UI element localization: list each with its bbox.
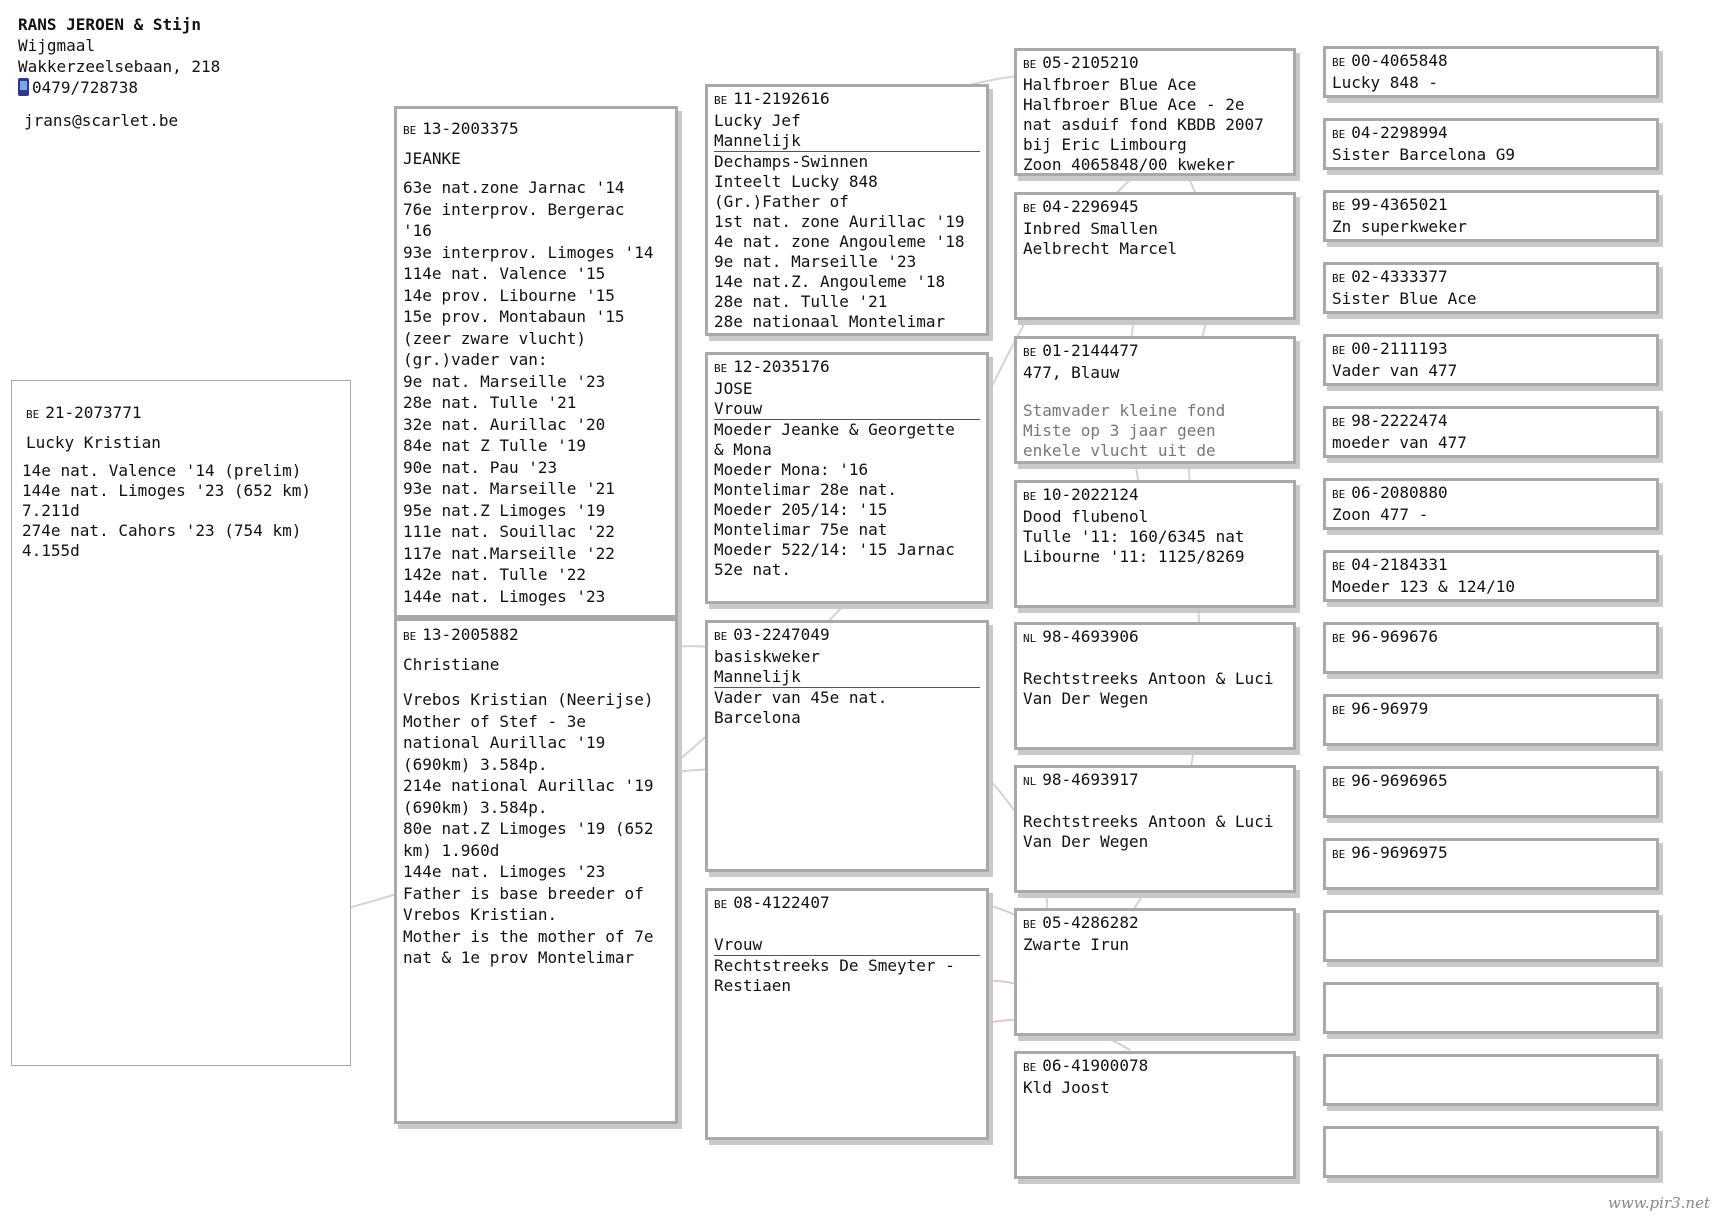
info-line: (690km) 3.584p.	[403, 754, 548, 774]
great-grandparent-card	[1014, 765, 1296, 893]
ancestor-note: Sister Barcelona G9	[1332, 145, 1516, 164]
country-code: BE	[1332, 632, 1346, 645]
country-code: BE	[1023, 918, 1037, 931]
performance-line: 84e nat Z Tulle '19	[403, 436, 587, 455]
ancestor-card	[1323, 46, 1659, 98]
owner-email[interactable]: jrans@scarlet.be	[24, 111, 179, 130]
ancestor-card	[1323, 766, 1659, 818]
owner-phone: 0479/728738	[32, 78, 138, 97]
ancestor-card	[1323, 190, 1659, 242]
ring-number: 98-2222474	[1351, 411, 1448, 430]
info-line: Libourne '11: 1125/8269	[1023, 547, 1245, 566]
info-line: Vader van 45e nat.	[714, 688, 888, 707]
info-line: Montelimar 28e nat.	[714, 480, 898, 499]
performance-line: 95e nat.Z Limoges '19	[403, 500, 606, 520]
info-line: Van Der Wegen	[1023, 689, 1149, 708]
ring-number: 96-9696965	[1351, 771, 1448, 790]
performance-line: 142e nat. Tulle '22	[403, 565, 587, 584]
country-code: BE	[1023, 346, 1037, 359]
performance-line: 15e prov. Montabaun '15	[403, 307, 625, 326]
info-line: Mother of Stef - 3e	[403, 711, 587, 731]
great-grandparent-card	[1014, 480, 1296, 608]
watermark: www.pir3.net	[1608, 1194, 1710, 1212]
subject-pigeon-card	[11, 380, 351, 1066]
info-line: Vrebos Kristian (Neerijse)	[403, 690, 654, 709]
pigeon-name: Christiane	[403, 655, 500, 674]
grandparent-card	[705, 352, 989, 604]
ring-number: 13-2005882	[422, 625, 519, 644]
ancestor-card	[1323, 118, 1659, 170]
info-line: national Aurillac '19	[403, 733, 606, 752]
great-grandparent-card	[1014, 622, 1296, 750]
owner-name: RANS JEROEN & Stijn	[18, 15, 202, 34]
ring-number: 21-2073771	[45, 403, 142, 422]
info-line: Mother is the mother of 7e	[403, 926, 654, 946]
info-line: Inteelt Lucky 848	[714, 172, 878, 191]
country-code: BE	[1332, 776, 1346, 789]
info-line: 14e nat.Z. Angouleme '18	[714, 272, 946, 291]
info-line: Montelimar 75e nat	[714, 520, 888, 539]
info-line: (690km) 3.584p.	[403, 797, 548, 817]
info-line: Zoon 4065848/00 kweker	[1023, 155, 1235, 174]
ring-number: 04-2298994	[1351, 123, 1448, 142]
performance-line: 4.155d	[22, 541, 80, 560]
pigeon-name: JEANKE	[403, 149, 461, 168]
country-code: BE	[1023, 490, 1037, 503]
info-line: 80e nat.Z Limoges '19 (652	[403, 819, 654, 838]
info-line: 144e nat. Limoges '23	[403, 862, 606, 881]
ring-number: 00-2111193	[1351, 339, 1448, 358]
ancestor-note: Lucky 848 -	[1332, 73, 1438, 92]
ancestor-card	[1323, 838, 1659, 890]
performance-line: '16	[403, 221, 432, 240]
pigeon-name: Lucky Jef	[714, 111, 801, 130]
performance-line: 32e nat. Aurillac '20	[403, 414, 606, 434]
great-grandparent-card	[1014, 908, 1296, 1036]
country-code: BE	[403, 630, 417, 643]
ring-number: 96-969676	[1351, 627, 1438, 646]
sire-card	[394, 106, 678, 618]
ancestor-card-empty	[1323, 910, 1659, 962]
country-code: BE	[1332, 200, 1346, 213]
performance-line: 90e nat. Pau '23	[403, 457, 558, 477]
country-code: BE	[1332, 488, 1346, 501]
ring-number: 00-4065848	[1351, 51, 1448, 70]
ring-number: 06-41900078	[1042, 1056, 1149, 1075]
info-line: km) 1.960d	[403, 840, 500, 860]
info-line: Restiaen	[714, 976, 792, 995]
performance-line: (zeer zware vlucht)	[403, 328, 587, 348]
country-code: BE	[1332, 128, 1346, 141]
pigeon-name: basiskweker	[714, 647, 820, 666]
info-line: 52e nat.	[714, 560, 792, 579]
info-line: Tulle '11: 160/6345 nat	[1023, 527, 1245, 546]
info-line: 28e nationaal Montelimar	[714, 312, 946, 331]
performance-line: 144e nat. Limoges '23	[403, 586, 606, 606]
info-line: Dechamps-Swinnen	[714, 152, 869, 171]
performance-line: 14e nat. Valence '14 (prelim)	[22, 461, 302, 480]
ancestor-card-empty	[1323, 1054, 1659, 1106]
country-code: NL	[1023, 632, 1037, 645]
performance-line: (gr.)vader van:	[403, 350, 548, 369]
info-line: Moeder Mona: '16	[714, 460, 869, 479]
info-line: Moeder 205/14: '15	[714, 500, 888, 519]
country-code: BE	[714, 94, 728, 107]
performance-line: 63e nat.zone Jarnac '14	[403, 178, 625, 197]
info-line: 214e national Aurillac '19	[403, 776, 654, 795]
ancestor-card	[1323, 262, 1659, 314]
ring-number: 01-2144477	[1042, 341, 1139, 360]
grandparent-card	[705, 620, 989, 872]
info-line: bij Eric Limbourg	[1023, 135, 1187, 154]
country-code: BE	[1332, 416, 1346, 429]
performance-line: 144e nat. Limoges '23 (652 km)	[22, 481, 311, 500]
info-line: Kld Joost	[1023, 1078, 1110, 1097]
performance-line: 111e nat. Souillac '22	[403, 522, 615, 541]
info-line: 1st nat. zone Aurillac '19	[714, 212, 965, 231]
country-code: BE	[1332, 848, 1346, 861]
performance-line: 117e nat.Marseille '22	[403, 543, 615, 563]
info-line: Inbred Smallen	[1023, 219, 1158, 238]
info-line: Vrebos Kristian.	[403, 905, 558, 924]
great-grandparent-card	[1014, 48, 1296, 176]
info-line: Aelbrecht Marcel	[1023, 239, 1178, 258]
country-code: BE	[1332, 272, 1346, 285]
ancestor-card-empty	[1323, 982, 1659, 1034]
ancestor-note: Moeder 123 & 124/10	[1332, 577, 1516, 596]
owner-header	[18, 14, 220, 131]
country-code: BE	[1332, 344, 1346, 357]
ancestor-note: Zoon 477 -	[1332, 505, 1429, 524]
ring-number: 04-2296945	[1042, 197, 1139, 216]
ancestor-note: Vader van 477	[1332, 361, 1458, 380]
ancestor-card	[1323, 550, 1659, 602]
country-code: BE	[1332, 56, 1346, 69]
country-code: BE	[714, 898, 728, 911]
country-code: BE	[26, 408, 40, 421]
pigeon-sex: Mannelijk	[714, 131, 980, 152]
ring-number: 12-2035176	[733, 357, 830, 376]
info-line: Father is base breeder of	[403, 883, 644, 903]
ancestor-card-empty	[1323, 1126, 1659, 1178]
grandparent-card	[705, 888, 989, 1140]
country-code: BE	[403, 124, 417, 137]
ancestor-note: Sister Blue Ace	[1332, 289, 1477, 308]
performance-line: 274e nat. Cahors '23 (754 km)	[22, 521, 302, 540]
info-line: Rechtstreeks Antoon & Luci	[1023, 669, 1274, 688]
performance-line: 7.211d	[22, 501, 80, 520]
info-line: enkele vlucht uit de	[1023, 441, 1216, 460]
ancestor-note: moeder van 477	[1332, 433, 1467, 452]
info-line: & Mona	[714, 440, 772, 459]
ring-number: 08-4122407	[733, 893, 830, 912]
info-line: Halfbroer Blue Ace	[1023, 75, 1197, 94]
pigeon-sex: Vrouw	[714, 399, 980, 420]
info-line: Moeder Jeanke & Georgette	[714, 420, 955, 439]
country-code: BE	[1332, 704, 1346, 717]
info-line: Stamvader kleine fond	[1023, 401, 1226, 420]
owner-street: Wakkerzeelsebaan, 218	[18, 57, 221, 76]
info-line: 28e nat. Tulle '21	[714, 292, 888, 311]
ring-number: 98-4693906	[1042, 627, 1139, 646]
info-line: 4e nat. zone Angouleme '18	[714, 232, 965, 251]
ancestor-card	[1323, 478, 1659, 530]
ring-number: 96-9696975	[1351, 843, 1448, 862]
pigeon-name: JOSE	[714, 379, 753, 398]
performance-line: 9e nat. Marseille '23	[403, 371, 606, 391]
ring-number: 13-2003375	[422, 119, 519, 138]
ancestor-card	[1323, 694, 1659, 746]
country-code: BE	[714, 630, 728, 643]
info-line: Zwarte Irun	[1023, 935, 1129, 954]
info-line	[1023, 649, 1287, 669]
info-line: 477, Blauw	[1023, 363, 1120, 382]
ring-number: 05-4286282	[1042, 913, 1139, 932]
ring-number: 03-2247049	[733, 625, 830, 644]
info-line: Dood flubenol	[1023, 507, 1149, 526]
ring-number: 02-4333377	[1351, 267, 1448, 286]
ancestor-card	[1323, 406, 1659, 458]
ring-number: 05-2105210	[1042, 53, 1139, 72]
country-code: BE	[1332, 560, 1346, 573]
performance-line: 28e nat. Tulle '21	[403, 393, 577, 412]
country-code: BE	[714, 362, 728, 375]
pigeon-sex: Mannelijk	[714, 667, 980, 688]
performance-line: 93e interprov. Limoges '14	[403, 242, 654, 262]
info-line	[1023, 792, 1287, 812]
performance-line: 114e nat. Valence '15	[403, 264, 606, 283]
info-line: Van Der Wegen	[1023, 832, 1149, 851]
info-line: Miste op 3 jaar geen	[1023, 421, 1216, 440]
info-line: Rechtstreeks Antoon & Luci	[1023, 812, 1274, 831]
great-grandparent-card	[1014, 336, 1296, 464]
performance-line: 76e interprov. Bergerac	[403, 199, 625, 219]
country-code: NL	[1023, 775, 1037, 788]
ring-number: 04-2184331	[1351, 555, 1448, 574]
phone-icon	[18, 78, 29, 96]
great-grandparent-card	[1014, 1051, 1296, 1179]
ring-number: 99-4365021	[1351, 195, 1448, 214]
ring-number: 98-4693917	[1042, 770, 1139, 789]
info-line: 9e nat. Marseille '23	[714, 252, 917, 271]
ancestor-note: Zn superkweker	[1332, 217, 1467, 236]
ring-number: 06-2080880	[1351, 483, 1448, 502]
info-line: (Gr.)Father of	[714, 192, 849, 211]
info-line: Moeder 522/14: '15 Jarnac	[714, 540, 955, 559]
info-line: nat asduif fond KBDB 2007	[1023, 115, 1264, 134]
performance-line: 93e nat. Marseille '21	[403, 479, 615, 498]
info-line: Barcelona	[714, 708, 801, 727]
country-code: BE	[1023, 1061, 1037, 1074]
performance-line: 14e prov. Libourne '15	[403, 285, 615, 305]
grandparent-card	[705, 84, 989, 336]
owner-city: Wijgmaal	[18, 36, 96, 55]
country-code: BE	[1023, 58, 1037, 71]
pigeon-sex: Vrouw	[714, 935, 980, 956]
pigeon-name: Lucky Kristian	[26, 433, 161, 452]
info-line: Rechtstreeks De Smeyter -	[714, 956, 955, 975]
ring-number: 10-2022124	[1042, 485, 1139, 504]
pigeon-name	[714, 915, 980, 935]
ancestor-card	[1323, 334, 1659, 386]
info-line: nat & 1e prov Montelimar	[403, 948, 635, 967]
country-code: BE	[1023, 202, 1037, 215]
info-line: Halfbroer Blue Ace - 2e	[1023, 95, 1245, 114]
ancestor-card	[1323, 622, 1659, 674]
dam-card	[394, 618, 678, 1124]
great-grandparent-card	[1014, 192, 1296, 320]
ring-number: 11-2192616	[733, 89, 830, 108]
ring-number: 96-96979	[1351, 699, 1429, 718]
